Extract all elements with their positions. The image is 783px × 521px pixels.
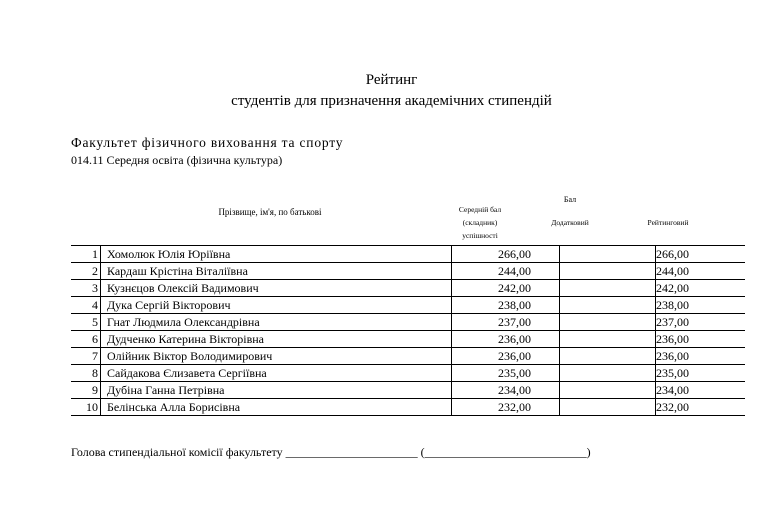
student-name: Кардаш Крістіна Віталіївна xyxy=(101,263,452,280)
student-name: Белінська Алла Борисівна xyxy=(101,399,452,416)
average-score: 234,00 xyxy=(452,382,560,399)
average-score: 236,00 xyxy=(452,331,560,348)
table-row xyxy=(71,314,745,331)
table-row xyxy=(71,348,745,365)
table-row xyxy=(71,280,745,297)
header-avg-line3: успішності xyxy=(462,231,498,240)
table-row xyxy=(71,399,745,416)
additional-score xyxy=(560,263,656,280)
header-avg xyxy=(440,203,520,242)
rating-score: 232,00 xyxy=(656,399,746,416)
table-row xyxy=(71,246,745,263)
rating-score: 242,00 xyxy=(656,280,746,297)
rating-table xyxy=(71,245,745,416)
additional-score xyxy=(560,246,656,263)
student-name: Олійник Віктор Володимирович xyxy=(101,348,452,365)
average-score: 242,00 xyxy=(452,280,560,297)
student-name: Кузнєцов Олексій Вадимович xyxy=(101,280,452,297)
average-score: 237,00 xyxy=(452,314,560,331)
row-number: 5 xyxy=(71,314,101,331)
student-name: Дука Сергій Вікторович xyxy=(101,297,452,314)
student-name: Хомолюк Юлія Юріївна xyxy=(101,246,452,263)
additional-score xyxy=(560,297,656,314)
row-number: 9 xyxy=(71,382,101,399)
average-score: 244,00 xyxy=(452,263,560,280)
average-score: 266,00 xyxy=(452,246,560,263)
row-number: 3 xyxy=(71,280,101,297)
table-row xyxy=(71,263,745,280)
table-row xyxy=(71,382,745,399)
row-number: 6 xyxy=(71,331,101,348)
additional-score xyxy=(560,365,656,382)
program-name: 014.11 Середня освіта (фізична культура) xyxy=(71,153,283,167)
rating-score: 238,00 xyxy=(656,297,746,314)
additional-score xyxy=(560,314,656,331)
row-number: 1 xyxy=(71,246,101,263)
document-title: Рейтинг xyxy=(365,72,418,88)
additional-score xyxy=(560,399,656,416)
header-avg-line1: Середній бал xyxy=(458,205,502,214)
average-score: 232,00 xyxy=(452,399,560,416)
header-additional: Додатковий xyxy=(551,218,589,227)
student-name: Дудченко Катерина Вікторівна xyxy=(101,331,452,348)
rating-score: 234,00 xyxy=(656,382,746,399)
header-rating: Рейтинговий xyxy=(647,218,689,227)
rating-score: 266,00 xyxy=(656,246,746,263)
additional-score xyxy=(560,280,656,297)
signature-line: Голова стипендіальної комісії факультету ______________________ (___________________________) xyxy=(71,445,591,459)
student-name: Гнат Людмила Олександрівна xyxy=(101,314,452,331)
row-number: 8 xyxy=(71,365,101,382)
additional-score xyxy=(560,331,656,348)
document-subtitle: студентів для призначення академічних стипендій xyxy=(231,93,552,109)
row-number: 10 xyxy=(71,399,101,416)
average-score: 238,00 xyxy=(452,297,560,314)
header-bal: Бал xyxy=(563,195,577,204)
student-name: Дубіна Ганна Петрівна xyxy=(101,382,452,399)
rating-score: 235,00 xyxy=(656,365,746,382)
rating-score: 236,00 xyxy=(656,348,746,365)
table-row xyxy=(71,297,745,314)
rating-score: 244,00 xyxy=(656,263,746,280)
average-score: 236,00 xyxy=(452,348,560,365)
row-number: 2 xyxy=(71,263,101,280)
student-name: Сайдакова Єлизавета Сергіївна xyxy=(101,365,452,382)
header-name: Прізвище, ім'я, по батькові xyxy=(218,207,322,217)
table-row xyxy=(71,365,745,382)
table-row xyxy=(71,331,745,348)
additional-score xyxy=(560,382,656,399)
row-number: 4 xyxy=(71,297,101,314)
row-number: 7 xyxy=(71,348,101,365)
rating-score: 236,00 xyxy=(656,331,746,348)
additional-score xyxy=(560,348,656,365)
faculty-name: Факультет фізичного виховання та спорту xyxy=(71,135,344,150)
average-score: 235,00 xyxy=(452,365,560,382)
rating-score: 237,00 xyxy=(656,314,746,331)
header-avg-line2: (складник) xyxy=(462,218,498,227)
